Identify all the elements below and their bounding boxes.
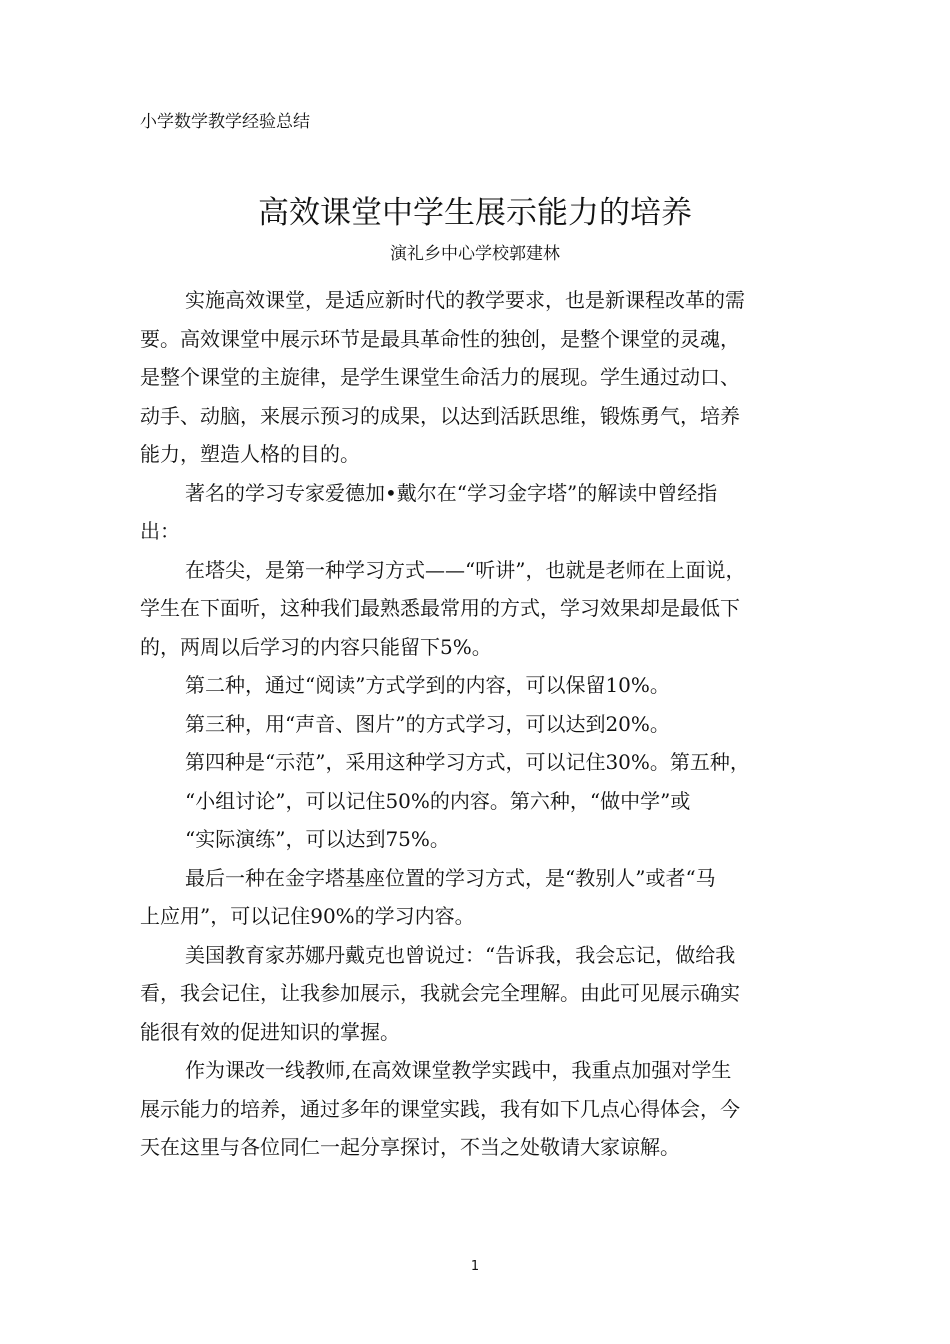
text-line: 天在这里与各位同仁一起分享探讨，不当之处敬请大家谅解。 [140, 1135, 680, 1159]
text-line: 能很有效的促进知识的掌握。 [140, 1019, 400, 1044]
text-line: 第二种，通过“阅读”方式学到的内容，可以保留10%。 [185, 673, 670, 697]
paragraph [140, 705, 840, 744]
paragraph [140, 936, 840, 1052]
text-line: 最后一种在金字塔基座位置的学习方式，是“教别人”或者“马 [185, 865, 716, 890]
text-line: 要。高效课堂中展示环节是最具革命性的独创，是整个课堂的灵魂， [140, 326, 740, 351]
document-body [140, 281, 840, 1167]
paragraph [140, 281, 840, 474]
document-title: 高效课堂中学生展示能力的培养 [258, 194, 692, 231]
text-line: “实际演练”，可以达到75%。 [185, 827, 450, 851]
text-line: 是整个课堂的主旋律，是学生课堂生命活力的展现。学生通过动口、 [140, 365, 740, 389]
text-line: 著名的学习专家爱德加•戴尔在“学习金字塔”的解读中曾经指 [185, 480, 718, 505]
text-line: 展示能力的培养，通过多年的课堂实践，我有如下几点心得体会，今 [140, 1096, 740, 1121]
paragraph [140, 666, 840, 705]
text-line: 作为课改一线教师,在高效课堂教学实践中，我重点加强对学生 [185, 1058, 732, 1082]
paragraph [140, 474, 840, 551]
text-line: 学生在下面听，这种我们最熟悉最常用的方式，学习效果却是最低下 [140, 596, 740, 620]
text-line: 看，我会记住，让我参加展示，我就会完全理解。由此可见展示确实 [140, 981, 740, 1005]
text-line: “小组讨论”，可以记住50%的内容。第六种，“做中学”或 [185, 788, 691, 813]
paragraph [140, 1051, 840, 1167]
paragraph [140, 859, 840, 936]
text-line: 第三种，用“声音、图片”的方式学习，可以达到20%。 [185, 711, 670, 736]
page-number: 1 [470, 1259, 480, 1274]
text-line: 的，两周以后学习的内容只能留下5%。 [140, 634, 492, 659]
paragraph [140, 743, 840, 859]
text-line: 第四种是“示范”，采用这种学习方式，可以记住30%。第五种， [185, 750, 750, 774]
author-line: 演礼乡中心学校郭建林 [390, 244, 560, 264]
text-line: 美国教育家苏娜丹戴克也曾说过：“告诉我，我会忘记，做给我 [185, 942, 736, 967]
text-line: 上应用”，可以记住90%的学习内容。 [140, 904, 475, 928]
text-line: 能力，塑造人格的目的。 [140, 442, 360, 466]
text-line: 实施高效课堂，是适应新时代的教学要求，也是新课程改革的需 [185, 288, 745, 312]
text-line: 动手、动脑，来展示预习的成果，以达到活跃思维，锻炼勇气，培养 [140, 403, 740, 428]
text-line: 在塔尖，是第一种学习方式——“听讲”，也就是老师在上面说， [185, 557, 746, 582]
text-line: 出： [140, 519, 180, 543]
paragraph [140, 551, 840, 667]
document-header-note: 小学数学教学经验总结 [140, 112, 310, 132]
